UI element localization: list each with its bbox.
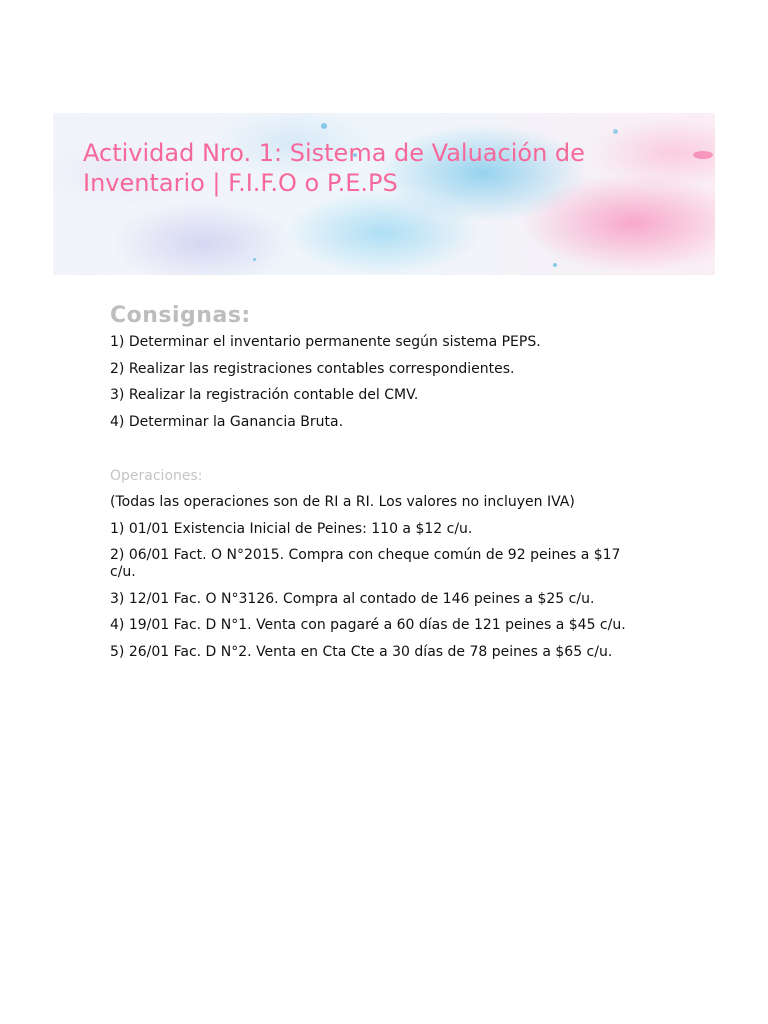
list-item: 2) Realizar las registraciones contables correspondientes.: [110, 360, 515, 377]
list-item: 2) 06/01 Fact. O N°2015. Compra con cheque común de 92 peines a $17 c/u.: [110, 547, 621, 580]
list-item: 4) 19/01 Fac. D N°1. Venta con pagaré a 60 días de 121 peines a $45 c/u.: [110, 617, 626, 633]
list-item: 3) 12/01 Fac. O N°3126. Compra al contado de 146 peines a $25 c/u.: [110, 590, 595, 607]
consignas-list: [110, 334, 650, 431]
list-item: 1) 01/01 Existencia Inicial de Peines: 110 a $12 c/u.: [110, 520, 473, 537]
list-item: 3) Realizar la registración contable del CMV.: [110, 387, 419, 403]
page-title: Actividad Nro. 1: Sistema de Valuación de Inventario | F.I.F.O o P.E.PS: [83, 139, 585, 197]
watercolor-splash: [693, 151, 713, 159]
list-item: 5) 26/01 Fac. D N°2. Venta en Cta Cte a 30 días de 78 peines a $65 c/u.: [110, 643, 613, 660]
watercolor-splash: [613, 129, 618, 134]
header-banner: [53, 113, 715, 275]
watercolor-splash: [553, 263, 557, 267]
list-item: 1) Determinar el inventario permanente según sistema PEPS.: [110, 334, 541, 350]
document-body: [110, 300, 650, 670]
operaciones-heading: Operaciones:: [110, 467, 203, 484]
list-item: 4) Determinar la Ganancia Bruta.: [110, 413, 344, 430]
watercolor-splash: [253, 258, 256, 261]
consignas-heading: Consignas:: [110, 303, 251, 328]
watercolor-splash: [321, 123, 327, 129]
operaciones-list: [110, 521, 650, 661]
operaciones-note: (Todas las operaciones son de RI a RI. Los valores no incluyen IVA): [110, 494, 575, 510]
